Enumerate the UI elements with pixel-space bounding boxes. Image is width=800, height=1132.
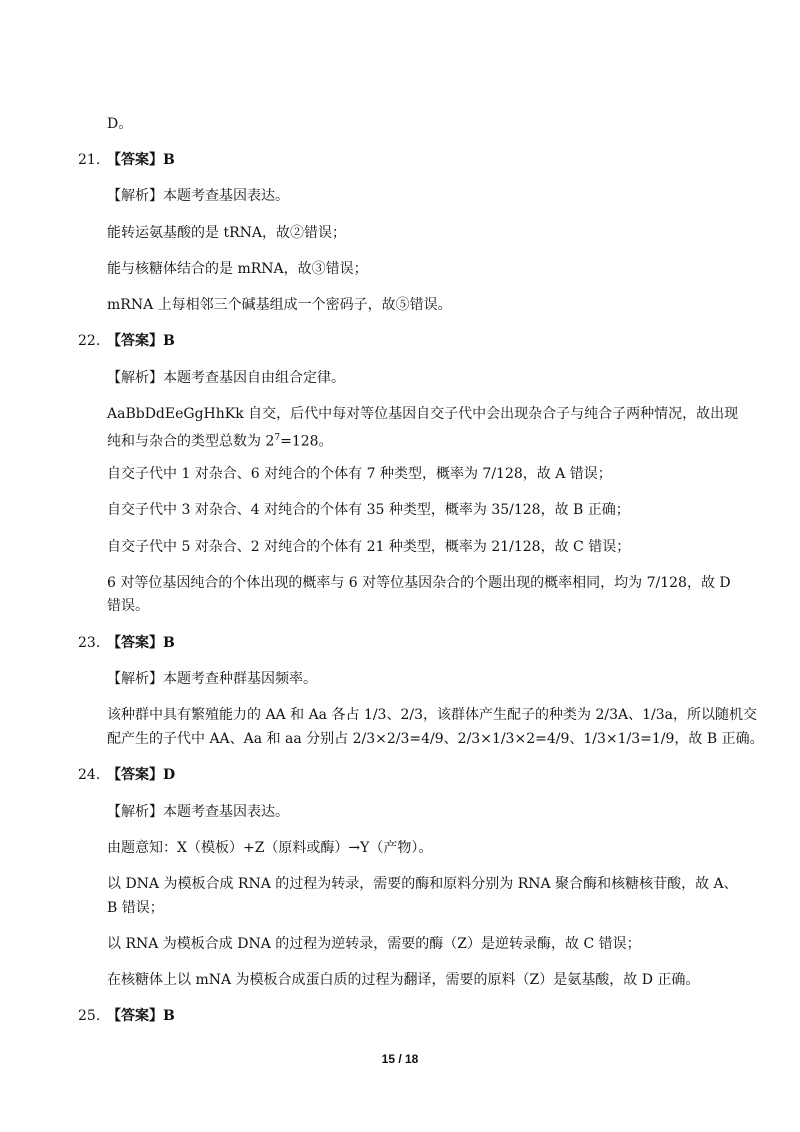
text-line: 错误。: [107, 598, 149, 614]
answer-label: 【答案】B: [107, 333, 175, 349]
text-line: 能与核糖体结合的是 mRNA，故③错误；: [107, 261, 368, 277]
text-line: 以 DNA 为模板合成 RNA 的过程为转录，需要的酶和原料分别为 RNA 聚合酶和核糖核苷酸，故 A、: [107, 876, 738, 892]
answer-label: 【答案】B: [107, 635, 175, 651]
text-line: 自交子代中 5 对杂合、2 对纯合的个体有 21 种类型，概率为 21/128，故 C 错误；: [107, 539, 631, 555]
superscript: 7: [274, 433, 281, 443]
analysis-heading: 【解析】本题考查种群基因频率。: [107, 671, 317, 687]
analysis-heading: 【解析】本题考查基因表达。: [107, 804, 289, 820]
text-line: 配产生的子代中 AA、Aa 和 aa 分别占 2/3×2/3=4/9、2/3×1/3×2=4/9、1/3×1/3=1/9，故 B 正确。: [107, 731, 764, 747]
text-line: D。: [107, 116, 133, 132]
text-line: AaBbDdEeGgHhKk 自交，后代中每对等位基因自交子代中会出现杂合子与纯合子两种情况，故出现: [107, 406, 739, 422]
text-line: 以 RNA 为模板合成 DNA 的过程为逆转录，需要的酶（Z）是逆转录酶，故 C 错误；: [107, 936, 641, 952]
text-line: mRNA 上每相邻三个碱基组成一个密码子，故⑤错误。: [107, 297, 452, 313]
analysis-heading: 【解析】本题考查基因自由组合定律。: [107, 370, 345, 386]
page-number: 15 / 18: [381, 1052, 419, 1066]
question-number: 23.: [78, 635, 101, 651]
question-number: 24.: [78, 767, 101, 783]
text-line: 能转运氨基酸的是 tRNA，故②错误；: [107, 225, 346, 241]
text-line: 由题意知：X（模板）+Z（原料或酶）→Y（产物）。: [107, 840, 433, 856]
text-line: 6 对等位基因纯合的个体出现的概率与 6 对等位基因杂合的个题出现的概率相同，均为 7/128，故 D: [107, 575, 731, 591]
text-line: 自交子代中 1 对杂合、6 对纯合的个体有 7 种类型，概率为 7/128，故 A 错误；: [107, 466, 612, 482]
text-fragment: 纯和与杂合的类型总数为 2: [107, 433, 275, 450]
answer-label: 【答案】B: [107, 152, 175, 168]
text-line: 在核糖体上以 mNA 为模板合成蛋白质的过程为翻译，需要的原料（Z）是氨基酸，故 D 正确。: [107, 972, 700, 988]
text-line: [107, 428, 333, 452]
text-line: 自交子代中 3 对杂合、4 对纯合的个体有 35 种类型，概率为 35/128，故 B 正确；: [107, 502, 630, 518]
answer-label: 【答案】B: [107, 1008, 175, 1024]
question-number: 21.: [78, 152, 101, 168]
analysis-heading: 【解析】本题考查基因表达。: [107, 188, 289, 204]
answer-label: 【答案】D: [107, 767, 176, 783]
text-line: 该种群中具有繁殖能力的 AA 和 Aa 各占 1/3、2/3，该群体产生配子的种类为 2/3A、1/3a，所以随机交: [107, 707, 757, 723]
question-number: 22.: [78, 333, 101, 349]
text-line: B 错误；: [107, 900, 164, 916]
question-number: 25.: [78, 1008, 101, 1024]
text-fragment: =128。: [280, 433, 333, 450]
